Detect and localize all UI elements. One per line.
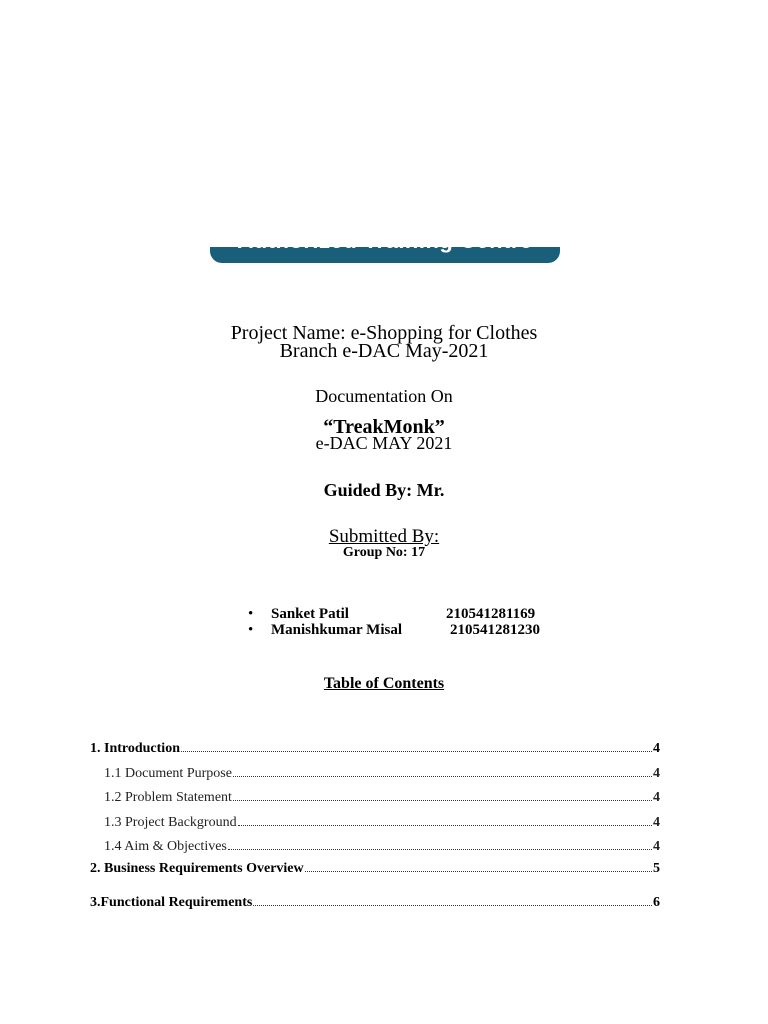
project-title: “TreakMonk” (323, 416, 445, 438)
toc-entry[interactable] (90, 741, 660, 757)
toc-leader-dots (233, 799, 652, 801)
branch-line: Branch e-DAC May-2021 (279, 340, 489, 362)
group-number: Group No: 17 (342, 545, 426, 560)
toc-entry[interactable] (90, 766, 660, 782)
toc-entry[interactable] (90, 895, 660, 911)
training-centre-logo-banner (210, 230, 560, 263)
toc-entry[interactable] (90, 790, 660, 806)
documentation-heading: Documentation On (315, 386, 453, 406)
toc-leader-dots (305, 870, 652, 872)
project-name: Project Name: e-Shopping for Clothes (230, 322, 538, 344)
toc-entry-label: 1. Introduction (90, 741, 180, 756)
member-name: Sanket Patil (271, 606, 349, 622)
toc-entry-label: 3.Functional Requirements (90, 895, 253, 910)
submitted-by-heading: Submitted By: (328, 526, 440, 547)
toc-entry-label: 2. Business Requirements Overview (90, 861, 304, 876)
toc-entry-page: 6 (653, 895, 660, 910)
toc-leader-dots (228, 848, 652, 850)
toc-heading: Table of Contents (323, 675, 445, 692)
toc-leader-dots (253, 904, 652, 906)
member-id: 210541281230 (450, 622, 540, 638)
member-name: Manishkumar Misal (271, 622, 402, 638)
toc-entry-label: 1.1 Document Purpose (104, 766, 232, 781)
bullet-icon: • (248, 606, 254, 622)
toc-entry-label: 1.2 Problem Statement (104, 790, 232, 805)
toc-leader-dots (181, 750, 652, 752)
bullet-icon: • (248, 622, 254, 638)
toc-entry-page: 4 (653, 815, 660, 830)
toc-entry[interactable] (90, 861, 660, 877)
toc-entry-page: 4 (653, 741, 660, 756)
toc-entry-page: 5 (653, 861, 660, 876)
guided-by: Guided By: Mr. (323, 480, 445, 500)
toc-entry-page: 4 (653, 790, 660, 805)
toc-entry-label: 1.4 Aim & Objectives (104, 839, 227, 854)
toc-entry-page: 4 (653, 766, 660, 781)
toc-leader-dots (238, 824, 652, 826)
toc-entry-label: 1.3 Project Background (104, 815, 237, 830)
project-subtitle: e-DAC MAY 2021 (315, 433, 453, 453)
banner-cropped-top (210, 230, 560, 247)
toc-leader-dots (233, 775, 652, 777)
member-id: 210541281169 (446, 606, 536, 622)
toc-entry-page: 4 (653, 839, 660, 854)
toc-entry[interactable] (90, 839, 660, 855)
toc-entry[interactable] (90, 815, 660, 831)
